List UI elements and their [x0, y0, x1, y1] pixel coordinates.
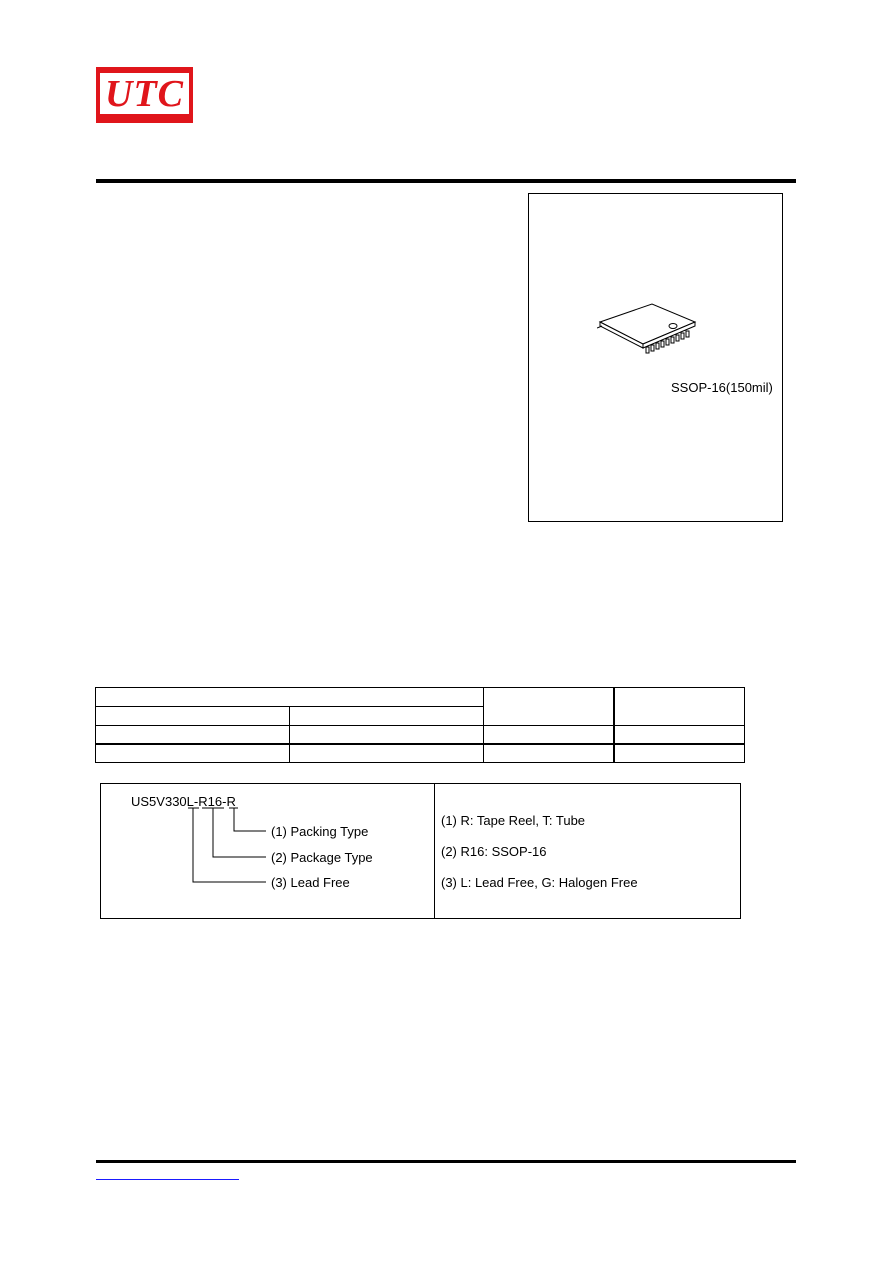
table-border-right	[744, 687, 745, 763]
part-package: R16	[198, 794, 223, 809]
field-packing-type: (1) Packing Type	[271, 824, 369, 839]
footer-website-link[interactable]	[96, 1168, 239, 1180]
option-package: (2) R16: SSOP-16	[441, 844, 547, 859]
field-lead-free: (3) Lead Free	[271, 875, 350, 890]
package-label: SSOP-16(150mil)	[671, 380, 773, 395]
footer-rule	[96, 1160, 796, 1163]
code-box-divider	[434, 784, 435, 918]
ordering-table	[95, 687, 745, 763]
option-packing: (1) R: Tape Reel, T: Tube	[441, 813, 586, 828]
code-leader-lines	[101, 784, 434, 920]
part-packing: R	[226, 794, 236, 809]
table-rule-row1	[95, 725, 745, 726]
ordering-code-box	[100, 783, 741, 919]
part-sep-1: -	[193, 794, 199, 809]
table-border-left	[95, 687, 96, 763]
table-border-bottom	[95, 762, 745, 763]
footer-link-underline	[96, 1179, 239, 1180]
utc-logo-plate	[100, 73, 189, 114]
part-sep-2: -	[222, 794, 227, 809]
header-rule	[96, 179, 796, 183]
part-lead: L	[186, 794, 194, 809]
table-rule-row2	[95, 743, 745, 745]
package-box	[528, 193, 783, 522]
table-col-rule-3	[613, 687, 615, 763]
ssop-chip-icon	[597, 298, 699, 356]
part-prefix: US5V330	[131, 794, 187, 809]
table-border-top	[95, 687, 745, 688]
option-lead: (3) L: Lead Free, G: Halogen Free	[441, 875, 638, 890]
table-col-rule-1	[289, 706, 290, 763]
table-col-rule-2	[483, 687, 484, 763]
utc-logo	[96, 67, 193, 123]
field-package-type: (2) Package Type	[271, 850, 373, 865]
utc-logo-text: UTC	[105, 72, 184, 115]
